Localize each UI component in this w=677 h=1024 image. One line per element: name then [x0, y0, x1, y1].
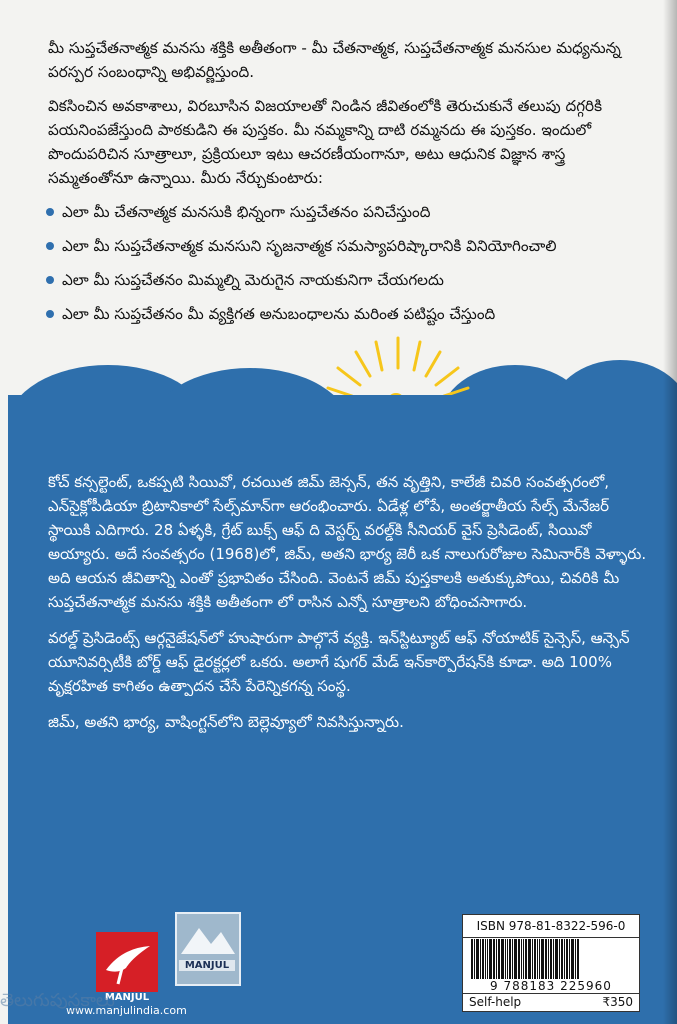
learning-points-list: [48, 200, 648, 326]
list-item: ఎలా మీ చేతనాత్మక మనసుకి భిన్నంగా సుప్తచేతనం పనిచేస్తుంది: [48, 200, 648, 224]
upper-text-section: [48, 36, 648, 336]
author-bio-section: [48, 470, 648, 746]
author-paragraph-3: జిమ్, అతని భార్య, వాషింగ్టన్‌లోని బెల్లెవ్యూలో నివసిస్తున్నారు.: [48, 713, 404, 731]
author-paragraph-2: వరల్డ్ ప్రెసిడెంట్స్ ఆర్గనైజేషన్‌లో హుషారుగా పాల్గొనే వ్యక్తి. ఇన్‌స్టిట్యూట్ ఆఫ్ నోయాటిక్ సైన్సెస్, ఆన్సెన్ యూనివర్సిటీకి బోర్డ్ ఆఫ్ డైరక్టర్లలో ఒకరు. అలాగే షుగర్ మేడ్ ఇన్‌కార్పొరేషన్‌కి కూడా. అది 100% వృక్షరహిత కాగితం ఉత్పాదన చేసే పేరెన్నికగన్న సంస్థ.: [48, 629, 630, 695]
mountain-seal-icon: [177, 914, 239, 958]
bullet-icon: [46, 242, 54, 250]
category-label: Self-help: [469, 995, 522, 1009]
publisher-website: www.manjulindia.com: [66, 1004, 187, 1017]
manjul-logo: [96, 932, 158, 992]
author-paragraph-1: కోచ్ కన్సల్టెంట్, ఒకప్పటి సియివో, రచయిత జిమ్ జెన్సన్, తన వృత్తిని, కాలేజీ చివరి సంవత్సరంలో, ఎన్‌సైక్లోపీడియా బ్రిటానికాలో సేల్స్‌మాన్‌గా ఆరంభించారు. ఏడేళ్ల లోపే, అంతర్జాతీయ సేల్స్ మేనేజర్ స్థాయికి ఎదిగారు. 28 ఏళ్ళకి, గ్రేట్ బుక్స్ ఆఫ్ ది వెస్టర్న్ వరల్డ్‌కి సీనియర్ వైస్ ప్రెసిడెంట్, సియివో అయ్యారు. అదే సంవత్సరం (1968)లో, జిమ్, అతని భార్య జెరీ ఒక నాలుగురోజుల సెమినార్‌కి వెళ్ళారు. అది ఆయన జీవితాన్ని ఎంతో ప్రభావితం చేసింది. వెంటనే జిమ్ పుస్తకాలకి అతుక్కుపోయి, చివరికి మీ సుప్తచేతనాత్మక మనసు శక్తికి అతీతంగా లో రాసిన ఎన్నో సూత్రాలని బోధించసాగారు.: [48, 473, 647, 611]
intro-paragraph-2: వికసించిన అవకాశాలు, విరబూసిన విజయాలతో నిండిన జీవితంలోకి తెరుచుకునే తలుపు దగ్గరికి పయనింపజేస్తుంది పాఠకుడిని ఈ పుస్తకం. మీ నమ్మకాన్ని దాటి రమ్మనదు ఈ పుస్తకం. ఇందులో పొందుపరిచిన సూత్రాలూ, ప్రక్రియలూ ఇటు ఆచరణీయంగానూ, అటు ఆధునిక విజ్ఞాన శాస్త్ర సమ్మతంతోనూ ఉన్నాయి. మీరు నేర్చుకుంటారు:: [48, 97, 602, 187]
bullet-icon: [46, 208, 54, 216]
list-item: ఎలా మీ సుప్తచేతనాత్మక మనసుని సృజనాత్మక సమస్యాపరిష్కారానికి వినియోగించాలి: [48, 234, 648, 258]
price-label: ₹350: [602, 995, 633, 1009]
site-watermark: తెలుగుపుస్తకాలు: [0, 990, 115, 1011]
intro-paragraph-1: మీ సుప్తచేతనాత్మక మనసు శక్తికి అతీతంగా - మీ చేతనాత్మక, సుప్తచేతనాత్మక మనసుల మధ్యనున్న పరస్పర సంబంధాన్ని అభివర్ణిస్తుంది.: [48, 39, 621, 81]
manjul-logo-label: MANJUL: [104, 992, 150, 1003]
barcode-sticker: [462, 914, 640, 1012]
list-item: ఎలా మీ సుప్తచేతనం మీ వ్యక్తిగత అనుబంధాలను మరింత పటిష్టం చేస్తుంది: [48, 302, 648, 326]
list-item: ఎలా మీ సుప్తచేతనం మిమ్మల్ని మెరుగైన నాయకునిగా చేయగలదు: [48, 268, 648, 292]
isbn-label: ISBN 978-81-8322-596-0: [463, 915, 639, 938]
bird-logo-icon: [96, 932, 158, 992]
manjul-seal-logo: [175, 912, 241, 986]
barcode-number: 9 788183 225960: [490, 979, 612, 993]
bullet-icon: [46, 276, 54, 284]
price-row: [463, 993, 639, 1012]
bullet-icon: [46, 310, 54, 318]
manjul-seal-label: MANJUL: [179, 960, 235, 971]
spine-shadow: [663, 0, 677, 1024]
barcode-bars: [471, 939, 631, 979]
